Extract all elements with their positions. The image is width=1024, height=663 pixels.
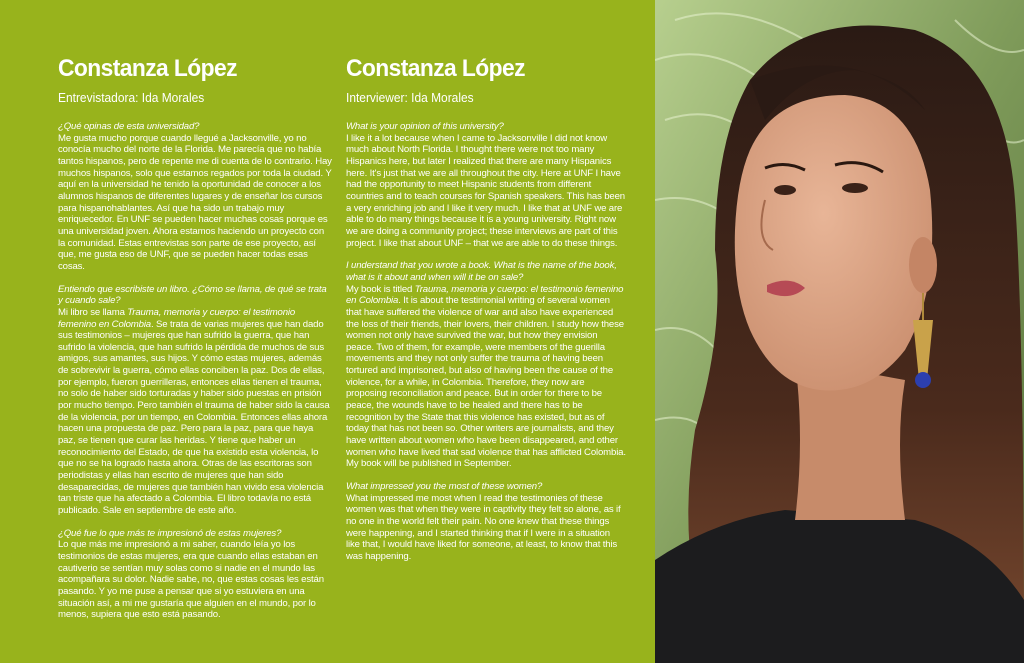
spanish-qa-1 bbox=[58, 121, 333, 273]
question: Entiendo que escribiste un libro. ¿Cómo se llama, de qué se trata y cuando sale? bbox=[58, 283, 327, 307]
portrait-illustration bbox=[655, 0, 1024, 663]
answer-text: Mi libro se llama bbox=[58, 306, 128, 318]
answer: Me gusta mucho porque cuando llegué a Jacksonville, yo no conocía mucho del norte de la Florida. Me parecía que no había tantos hispanos, pero de repente me di cuenta de lo contrario. Hay muchos hispanos, solo que estamos regados por toda la ciudad. Y aquí en la universidad he tenido la oportunidad de conocer a los alumnos hispanos de diferentes lugares y de enseñar los cursos para hispanohablantes. Así que ha sido un trabajo muy enriquecedor. En UNF se pueden hacer muchas cosas porque es una universidad joven. Ahora estamos haciendo un proyecto con la comunidad. Estas entrevistas son parte de ese proyecto, así que, me gusta eso de UNF, que se pueden hacer todas esas cosas. bbox=[58, 132, 332, 272]
spanish-title: Constanza López bbox=[58, 55, 237, 82]
english-qa-3 bbox=[346, 481, 626, 563]
english-qa-1 bbox=[346, 121, 626, 249]
book-title: Trauma, memoria y cuerpo: el testimonio femenino en Colombia bbox=[346, 283, 624, 307]
english-qa-2 bbox=[346, 260, 626, 470]
spanish-interviewer: Entrevistadora: Ida Morales bbox=[58, 90, 205, 105]
spanish-qa-2 bbox=[58, 284, 333, 517]
english-title: Constanza López bbox=[346, 55, 525, 82]
answer: What impressed me most when I read the testimonies of these women was that when they were in captivity they felt so alone, as if no one in the world felt their pain. No one knew that these things were happening, and I started thinking that if I were in a situation like that, I would have liked for someone, at least, to know that this was happening. bbox=[346, 492, 621, 562]
answer: I like it a lot because when I came to Jacksonville I did not know much about North Florida. I thought there were not too many Hispanics here, but later I realized that there are many Hispanics here. It's just that we are all throughout the city. Here at UNF I have had the opportunity to meet Hispanic students from different countries and to teach courses for Spanish speakers. This has been a very enriching job and I like it very much. I like that at UNF we are able to do many things because it is a young university. Right now we are doing a community project; these interviews are part of this project. I like that about UNF – that we are able to do these things. bbox=[346, 132, 625, 249]
question: ¿Qué opinas de esta universidad? bbox=[58, 121, 200, 132]
answer bbox=[58, 307, 333, 517]
book-title: Trauma, memoria y cuerpo: el testimonio femenino en Colombia bbox=[58, 306, 296, 330]
answer bbox=[346, 284, 626, 471]
answer-text: . Se trata de varias mujeres que han dado sus testimonios – mujeres que han sufrido la guerra, que han sufrido la violencia, que han sufrido la pérdida de muchos de sus amigos, sus amantes, sus hijos. Y cómo estas mujeres, además de sobrevivir la guerra, cómo ellas conciben la paz. Dos de ellas, por ejemplo, fueron guerrilleras, entonces ellas tienen el trauma, no solo de haber sido torturadas y haber sido puestas en prisión por mucho tiempo. Pero también el trauma de haber sido la causa de la violencia, por un tiempo, en Colombia. Entonces ellas ahora hacen una propuesta de paz. Pero para la paz, para que haya paz, se tienen que curar las heridas. Y tiene que haber un reconocimiento del Estado, de que ha existido esta violencia, lo que no se ha logrado hasta ahora. Otras de las escritoras son periodistas y ellas han escrito de mujeres que han sido desaparecidas, de mujeres que también han vivido esa violencia tan triste que ha afectado a Colombia. El libro todavía no está publicado. Sale en septiembre de este año. bbox=[58, 318, 330, 516]
english-column bbox=[346, 55, 626, 574]
answer-text: My book is titled bbox=[346, 283, 415, 295]
question: What impressed you the most of these women? bbox=[346, 481, 543, 493]
answer-text: . It is about the testimonial writing of several women that have suffered the violence of war and also have experienced the loss of their friends, their lovers, their children. I study how these women not only have survived the war, but how they envision peace. Two of them, for example, were members of the guerilla movements and they not only suffer the trauma of having been tortured and imprisoned, but also of having been the cause of the violence, for a while, in Colombia. Therefore, they now are proposing reconciliation and peace. But in order for there to be peace, the wounds have to be healed and there has to be recognition by the State that this violence has existed, but as of today that has not been so. Other writers are journalists, and they have written about women who have been disappeared, and other women who have lived that sad violence that has afflicted Colombia. My book will be published in September. bbox=[346, 295, 626, 470]
english-interviewer: Interviewer: Ida Morales bbox=[346, 90, 474, 105]
question: ¿Qué fue lo que más te impresionó de estas mujeres? bbox=[58, 527, 282, 539]
spanish-qa-3 bbox=[58, 528, 333, 621]
question: What is your opinion of this university? bbox=[346, 121, 504, 132]
question: I understand that you wrote a book. What is the name of the book, what is it about and when will it be on sale? bbox=[346, 260, 617, 283]
portrait-photo bbox=[655, 0, 1024, 663]
spanish-column bbox=[58, 55, 333, 632]
answer: Lo que más me impresionó a mi saber, cuando leía yo los testimonios de estas mujeres, era que cuando ellas estaban en cautiverio se sentían muy solas como si nadie en el mundo las acompañara su dolor. Nadie sabe, no, que estas cosas les están pasando. Y yo me puse a pensar que si yo estuviera en una situación así, a mi me gustaría que alguien en el mundo, por lo menos, supiera que esto está pasando. bbox=[58, 539, 324, 621]
